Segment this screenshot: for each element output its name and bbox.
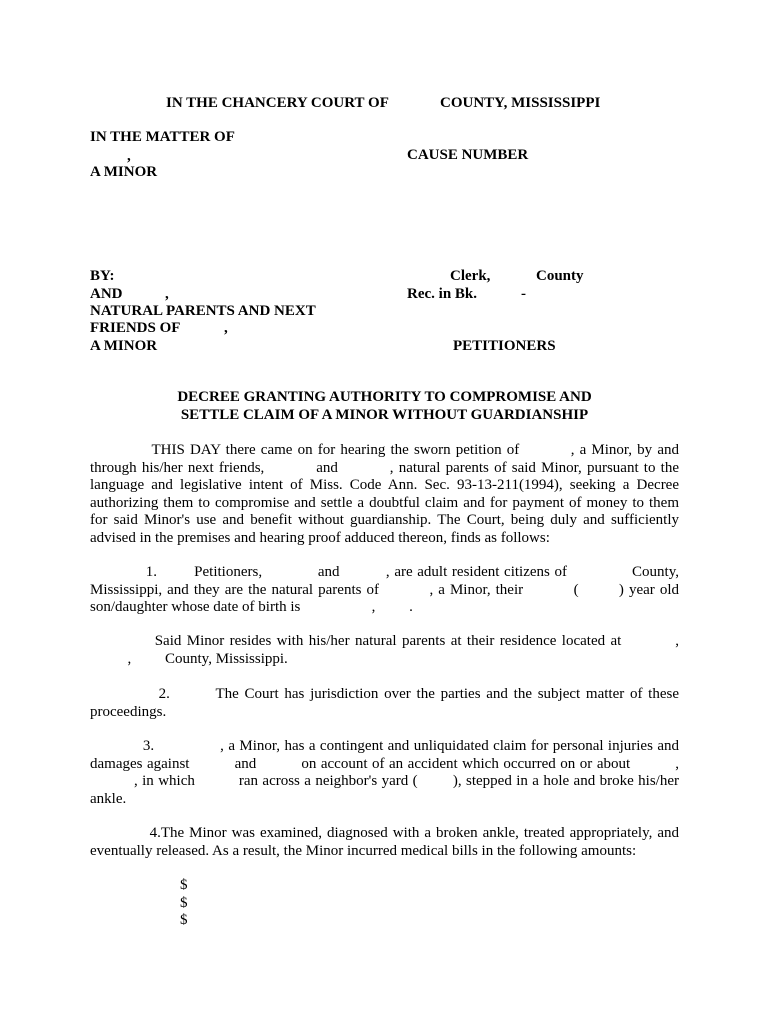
paragraph-2-line: proceedings. [90, 703, 167, 720]
county-label: County [536, 268, 584, 284]
paragraph-4-line: eventually released. As a result, the Minor incurred medical bills in the following amounts: [90, 842, 637, 859]
paragraph-3-line: damages against and on account of an accident which occurred on or about , [90, 755, 679, 772]
intro-paragraph [90, 442, 679, 548]
paragraph-3-line: 3. , a Minor, has a contingent and unliquidated claim for personal injuries and [90, 738, 679, 754]
medical-bills-list [180, 877, 188, 930]
residence-line: Said Minor resides with his/her natural parents at their residence located at , [90, 633, 679, 649]
intro-line: THIS DAY there came on for hearing the sworn petition of , a Minor, by and [90, 442, 679, 458]
paragraph-1-line: Mississippi, and they are the natural parents of , a Minor, their ( ) year old [90, 581, 679, 598]
court-name-right: COUNTY, MISSISSIPPI [440, 95, 601, 111]
rec-dash: - [521, 286, 526, 302]
friends-of-label: FRIENDS OF [90, 320, 181, 336]
paragraph-4 [90, 825, 679, 860]
intro-line: for said Minor's use and benefit without guardianship. The Court, being duly and sufficiently [90, 512, 679, 529]
paragraph-4-line: 4.The Minor was examined, diagnosed with a broken ankle, treated appropriately, and [90, 825, 679, 841]
petitioners-label: PETITIONERS [453, 338, 556, 354]
a-minor-party: A MINOR [90, 338, 158, 354]
paragraph-2-line: 2. The Court has jurisdiction over the parties and the subject matter of these [90, 686, 679, 702]
medical-bill-amount: $ [180, 912, 188, 929]
paragraph-residence [90, 633, 679, 668]
court-name-left: IN THE CHANCERY COURT OF [166, 95, 389, 111]
decree-title-line2: SETTLE CLAIM OF A MINOR WITHOUT GUARDIANSHIP [180, 407, 589, 423]
intro-line: language and legislative intent of Miss. Code Ann. Sec. 93-13-211(1994), seeking a Decree [90, 477, 679, 494]
friends-comma: , [224, 320, 228, 336]
clerk-label: Clerk, [450, 268, 491, 284]
paragraph-1-line: son/daughter whose date of birth is , . [90, 599, 413, 616]
paragraph-2 [90, 686, 679, 721]
by-label: BY: [90, 268, 115, 284]
matter-of-label: IN THE MATTER OF [90, 129, 235, 145]
rec-in-bk-label: Rec. in Bk. [407, 286, 478, 302]
intro-line: authorizing them to compromise and settle a doubtful claim and for payment of money to them [90, 494, 679, 511]
and-comma: , [165, 286, 169, 302]
paragraph-1 [90, 564, 679, 617]
intro-line: advised in the premises and hearing proof adduced thereon, finds as follows: [90, 529, 550, 546]
a-minor-caption: A MINOR [90, 164, 158, 180]
paragraph-1-line: 1. Petitioners, and , are adult resident citizens of County, [90, 564, 679, 580]
medical-bill-amount: $ [180, 894, 188, 911]
natural-parents-label: NATURAL PARENTS AND NEXT [90, 303, 316, 319]
paragraph-3 [90, 738, 679, 808]
paragraph-3-line: ankle. [90, 790, 127, 807]
residence-line: , County, Mississippi. [90, 650, 288, 667]
and-label: AND [90, 286, 123, 302]
paragraph-3-line: , in which ran across a neighbor's yard ( ), stepped in a hole and broke his/her [90, 773, 679, 790]
matter-comma: , [127, 148, 131, 164]
intro-line: through his/her next friends, and , natural parents of said Minor, pursuant to the [90, 459, 679, 476]
decree-title-line1: DECREE GRANTING AUTHORITY TO COMPROMISE AND [177, 389, 592, 405]
medical-bill-amount: $ [180, 877, 188, 893]
cause-number-label: CAUSE NUMBER [407, 147, 529, 163]
